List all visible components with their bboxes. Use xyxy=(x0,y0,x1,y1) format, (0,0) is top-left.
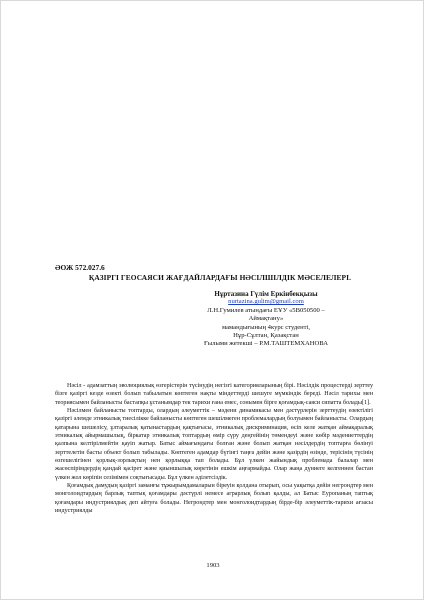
affiliation-line: Л.Н.Гумилев атындағы ЕҰУ «5В050500 – Аймақтану» xyxy=(207,306,325,323)
affiliation-line: Ғылыми жетекші – Р.М.ТАШТЕМХАНОВА xyxy=(203,340,329,348)
author-name: Нұртазина Гүлім Еркінбекқызы xyxy=(214,290,318,298)
affiliation-line: Нұр-Сұлтан, Қазақстан xyxy=(233,332,299,340)
body-paragraph: Нәсіл - адамзаттың эволюциялық өзгерістерін түсінудің негізгі категорияларының бірі. Нәсілдік процестерді зерттеу бізге қазіргі кезде өзекті болып табылатын көптеген нақты міндеттерді шешуге мүмкіндік береді. Нәсіл тарихы мен теориясымен байланысты бастапқы ұстанымдар тек тарихи ғана емес, сонымен бірге қоғамдық-саяси сипатта болады[1]. xyxy=(55,383,373,406)
affiliation-line: мамандығының 4курс студенті, xyxy=(221,323,311,331)
body-paragraph: Қоғамдық дамудың қазіргі заманғы тұжырымдамаларын біреуін қолдана отырып, осы уақытқа дейін негрондтер мен монголоидтардың барлық таптық қоғамдары дәстүрлі немесе аграрлық болып қалды, ал Батыс Еуропаның таптық қоғамдары индустриялдық деп айтуға болады. Негрондтер мен монголоидтардың бірде-бір әлеуметтік-тарихи ағзасы индустриялды xyxy=(55,483,373,515)
body-paragraph: Нәсілмен байланысты топтарды, олардың әлеуметтік – мәдени динамикасы мен дәстүрлерін зерттеудің өзектілігі қазіргі әлемде этникалық тиесілікке байланысты көптеген шешілмеген проблемалардың болуымен байланысты. Олардың қатарына шешелісу, ұлтаралық қатынастардың қақтығысы, этникалық дискриминация, өсіп келе жатқан аймақаралық этникалық айырмашылық, біркатар этникалық топтардың өмір сүру деңгейінің төмендеуі және көбір мәдениеттердің қалпына келтірілмейтін қауіп жатыр. Батыс аймағындағы болған және болып жатқан нәсілдердің топтарға бөлінуі зерттелетін басты объект болып табылады. Көптеген адамдар бүгінгі таңға дейін және қазірдің өзінде, терісінің түсінің өзгешелігінен қорлық-зорлықтың нен қорлыққа тап болады. Бұл үлкен жайындық проблемада балалар мен жасөспірімдердің қандай қасірет және қиыншылық көретінін ешкім аңғармайды. Олар жаңа дүниеге келгеннен бастан үлкен жол көріпін сезімімен соқтығысады. Бұл үлкен әділетсіздік. xyxy=(55,408,373,481)
page-number: 1903 xyxy=(206,562,220,569)
author-email-link[interactable]: nurtazina.gulim@gmail.com xyxy=(228,298,304,306)
article-title: ҚАЗІРГІ ГЕОСАЯСИ ЖАҒДАЙЛАРДАҒЫ НӘСІЛШІЛДІК МӘСЕЛЕЛЕРІ. xyxy=(88,273,352,282)
article-body xyxy=(55,382,373,516)
udc-code: ӘОЖ 572.027.6 xyxy=(55,263,105,272)
author-block xyxy=(191,290,341,349)
